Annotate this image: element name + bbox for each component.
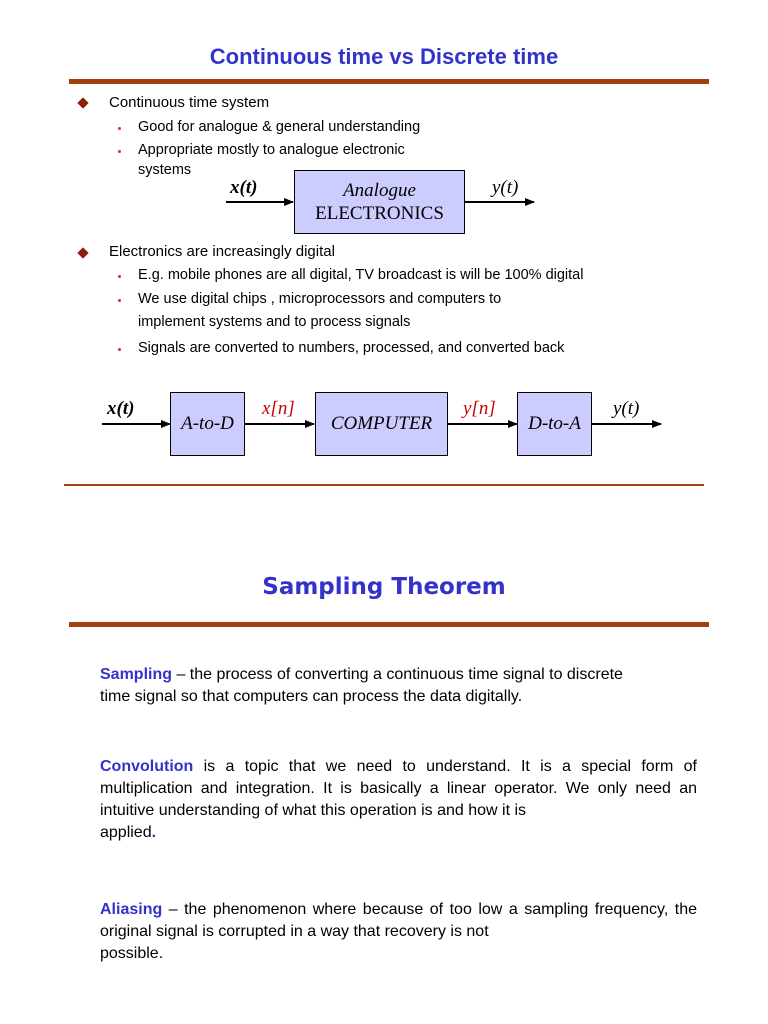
signal-x-n: x[n]	[262, 398, 295, 419]
sub-bullet-analogue: Good for analogue & general understanding	[138, 119, 421, 135]
signal-x-t: x(t)	[230, 177, 258, 198]
aliasing-text-3: possible.	[100, 945, 164, 962]
signal-y-t-2: y(t)	[613, 398, 640, 419]
bullet-continuous-time: Continuous time system	[109, 94, 270, 111]
sub-bullet-appropriate-cont: systems	[138, 162, 192, 178]
dot-bullet-icon	[118, 275, 121, 278]
bullet-electronics-digital: Electronics are increasingly digital	[109, 243, 335, 260]
term-sampling: Sampling	[100, 666, 173, 683]
paragraph-aliasing	[100, 899, 697, 965]
page-title: Continuous time vs Discrete time	[209, 44, 559, 69]
paragraph-convolution	[100, 756, 697, 844]
convolution-text-2: multiplication and integration. It is basically a linear operator. We only	[100, 780, 628, 797]
convolution-text-3: need an intuitive understanding of what this operation is and how it is	[100, 780, 697, 819]
box-label-electronics: ELECTRONICS	[315, 203, 444, 224]
convolution-text-4: applied	[100, 824, 152, 841]
aliasing-text-2: frequency, the original signal is corrupted in a way that recovery is not	[100, 901, 698, 940]
term-aliasing: Aliasing	[100, 901, 163, 918]
sampling-text-1: – the process of converting a continuous time signal to discrete	[172, 666, 623, 683]
box-label-analogue: Analogue	[343, 180, 416, 201]
section-title-sampling-theorem: Sampling Theorem	[262, 574, 506, 600]
signal-y-t: y(t)	[492, 177, 519, 198]
signal-x-t-2: x(t)	[107, 398, 135, 419]
analogue-electronics-box	[294, 170, 465, 234]
dot-bullet-icon	[118, 299, 121, 302]
sub-bullet-chips: We use digital chips , microprocessors and computers to	[138, 291, 502, 307]
dot-bullet-icon	[118, 348, 121, 351]
convolution-period: .	[151, 824, 157, 841]
sub-bullet-appropriate: Appropriate mostly to analogue electronic	[138, 142, 405, 158]
title-rule-2	[69, 622, 709, 627]
computer-box: COMPUTER	[315, 392, 448, 456]
convolution-text-1: is a topic that we need to understand. It is a special form of	[193, 758, 697, 775]
page-divider	[64, 484, 704, 486]
dtoa-box: D-to-A	[517, 392, 592, 456]
aliasing-text-1: – the phenomenon where because of too low a sampling	[162, 901, 589, 918]
sampling-text-2: time signal so that computers can process the data digitally.	[100, 688, 523, 705]
paragraph-sampling	[100, 664, 697, 708]
sub-bullet-chips-cont: implement systems and to process signals	[138, 314, 411, 330]
sub-bullet-mobile: E.g. mobile phones are all digital, TV broadcast is will be 100% digital	[138, 267, 584, 283]
signal-y-n: y[n]	[463, 398, 496, 419]
term-convolution: Convolution	[100, 758, 194, 775]
sub-bullet-converted: Signals are converted to numbers, processed, and converted back	[138, 340, 565, 356]
atod-box: A-to-D	[170, 392, 245, 456]
